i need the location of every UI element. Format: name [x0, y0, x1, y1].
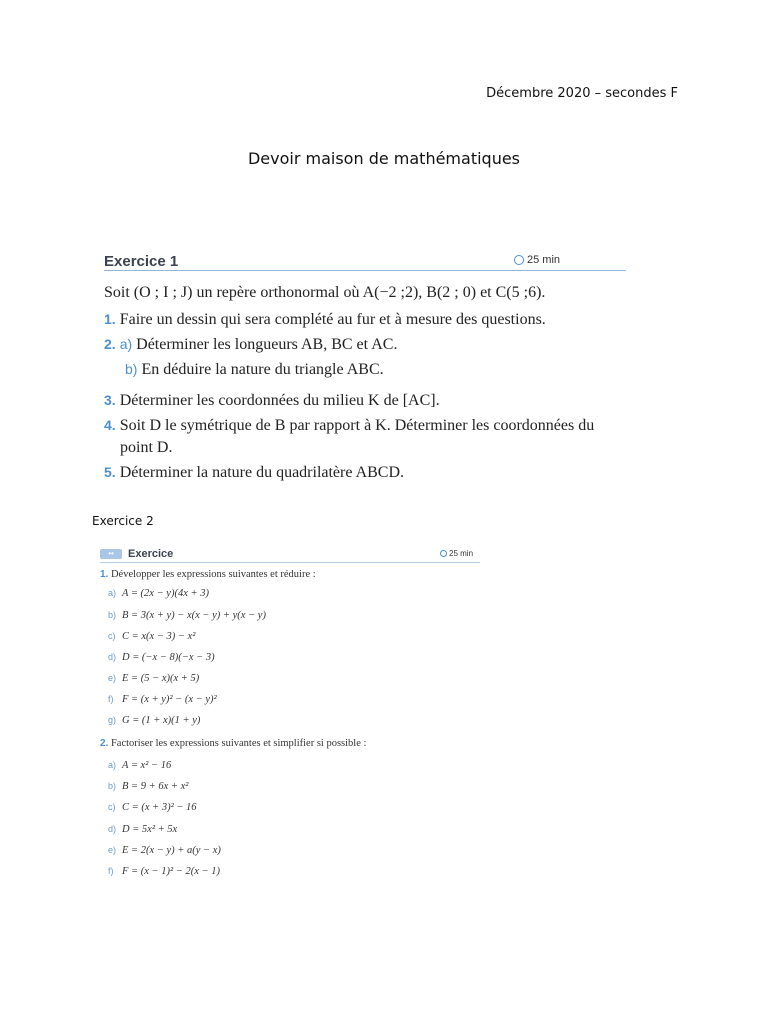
exercise-1-title: Exercice 1 — [104, 253, 179, 270]
expression-label: d) — [108, 824, 117, 834]
expression-item — [108, 845, 221, 856]
expression-label: a) — [108, 588, 117, 598]
expression-label: e) — [108, 673, 117, 683]
expression-formula: G = (1 + x)(1 + y) — [122, 715, 201, 726]
exercise-2-title: Exercice — [128, 548, 174, 560]
expression-item — [108, 610, 266, 621]
exercise-1 — [104, 250, 626, 481]
question-number: 4. — [104, 417, 116, 433]
header-date: Décembre 2020 – secondes F — [486, 86, 678, 101]
expression-formula: D = (−x − 8)(−x − 3) — [122, 652, 215, 663]
expression-label: d) — [108, 652, 117, 662]
exercise-1-intro: Soit (O ; I ; J) un repère orthonormal où A(−2 ;2), B(2 ; 0) et C(5 ;6). — [104, 284, 546, 301]
expression-item — [108, 631, 195, 642]
exercise-1-question-4-continued: point D. — [120, 439, 173, 456]
expression-item — [108, 694, 217, 705]
question-number: 1. — [100, 569, 109, 580]
exercise-1-time — [514, 254, 560, 266]
question-text: Factoriser les expressions suivantes et simplifier si possible : — [110, 738, 367, 749]
expression-formula: B = 3(x + y) − x(x − y) + y(x − y) — [122, 610, 266, 621]
expression-item — [108, 588, 209, 599]
sub-question-label: a) — [119, 336, 133, 352]
expression-formula: C = x(x − 3) − x² — [122, 631, 196, 642]
question-text: Déterminer les coordonnées du milieu K de [AC]. — [119, 392, 440, 409]
expression-label: c) — [108, 802, 116, 812]
question-text: En déduire la nature du triangle ABC. — [141, 361, 384, 378]
exercise-2 — [100, 546, 480, 877]
expression-item — [108, 824, 177, 835]
exercise-1-question-5 — [104, 464, 404, 482]
exercise-1-question-4 — [104, 417, 594, 435]
exercise-2-header — [100, 546, 480, 563]
expression-formula: A = x² − 16 — [122, 760, 172, 771]
exercise-2-label: Exercice 2 — [92, 514, 154, 528]
question-text: Soit D le symétrique de B par rapport à K. Déterminer les coordonnées du — [119, 417, 595, 434]
sub-question-label: b) — [125, 361, 138, 377]
exercise-2-part-1 — [100, 569, 316, 580]
expression-formula: E = 2(x − y) + a(y − x) — [122, 845, 221, 856]
exercise-1-question-3 — [104, 392, 440, 410]
exercise-1-question-2a — [104, 336, 397, 354]
expression-item — [108, 866, 220, 877]
expression-item — [108, 715, 200, 726]
exercise-1-time-label: 25 min — [527, 254, 561, 266]
exercise-1-header — [104, 250, 626, 271]
alarm-clock-icon — [440, 550, 447, 557]
expression-item — [108, 802, 197, 813]
difficulty-badge: •• — [100, 549, 122, 559]
expression-formula: E = (5 − x)(x + 5) — [122, 673, 200, 684]
exercise-1-question-2b — [125, 361, 384, 379]
document-title: Devoir maison de mathématiques — [247, 149, 521, 168]
question-number: 5. — [104, 464, 116, 480]
expression-item — [108, 673, 199, 684]
expression-label: g) — [108, 715, 117, 725]
expression-label: a) — [108, 760, 117, 770]
exercise-2-part-2 — [100, 738, 366, 749]
question-number: 1. — [104, 311, 116, 327]
exercise-1-question-1 — [104, 311, 546, 329]
question-text: Développer les expressions suivantes et réduire : — [110, 569, 316, 580]
expression-item — [108, 652, 215, 663]
expression-item — [108, 781, 188, 792]
expression-formula: D = 5x² + 5x — [122, 824, 178, 835]
expression-formula: C = (x + 3)² − 16 — [122, 802, 197, 813]
expression-item — [108, 760, 171, 771]
question-text: Faire un dessin qui sera complété au fur et à mesure des questions. — [119, 311, 546, 328]
question-text: Déterminer la nature du quadrilatère ABCD. — [119, 464, 405, 481]
question-number: 2. — [100, 738, 109, 749]
exercise-2-time — [440, 549, 473, 558]
expression-formula: B = 9 + 6x + x² — [122, 781, 189, 792]
expression-formula: F = (x − 1)² − 2(x − 1) — [122, 866, 220, 877]
expression-label: e) — [108, 845, 117, 855]
expression-label: b) — [108, 781, 117, 791]
expression-formula: F = (x + y)² − (x − y)² — [122, 694, 217, 705]
expression-label: c) — [108, 631, 116, 641]
question-text: Déterminer les longueurs AB, BC et AC. — [136, 336, 398, 353]
alarm-clock-icon — [514, 255, 524, 265]
expression-formula: A = (2x − y)(4x + 3) — [122, 588, 209, 599]
expression-label: f) — [108, 694, 114, 704]
question-number: 3. — [104, 392, 116, 408]
exercise-2-time-label: 25 min — [449, 549, 474, 558]
expression-label: b) — [108, 610, 117, 620]
question-number: 2. — [104, 336, 116, 352]
expression-label: f) — [108, 866, 114, 876]
